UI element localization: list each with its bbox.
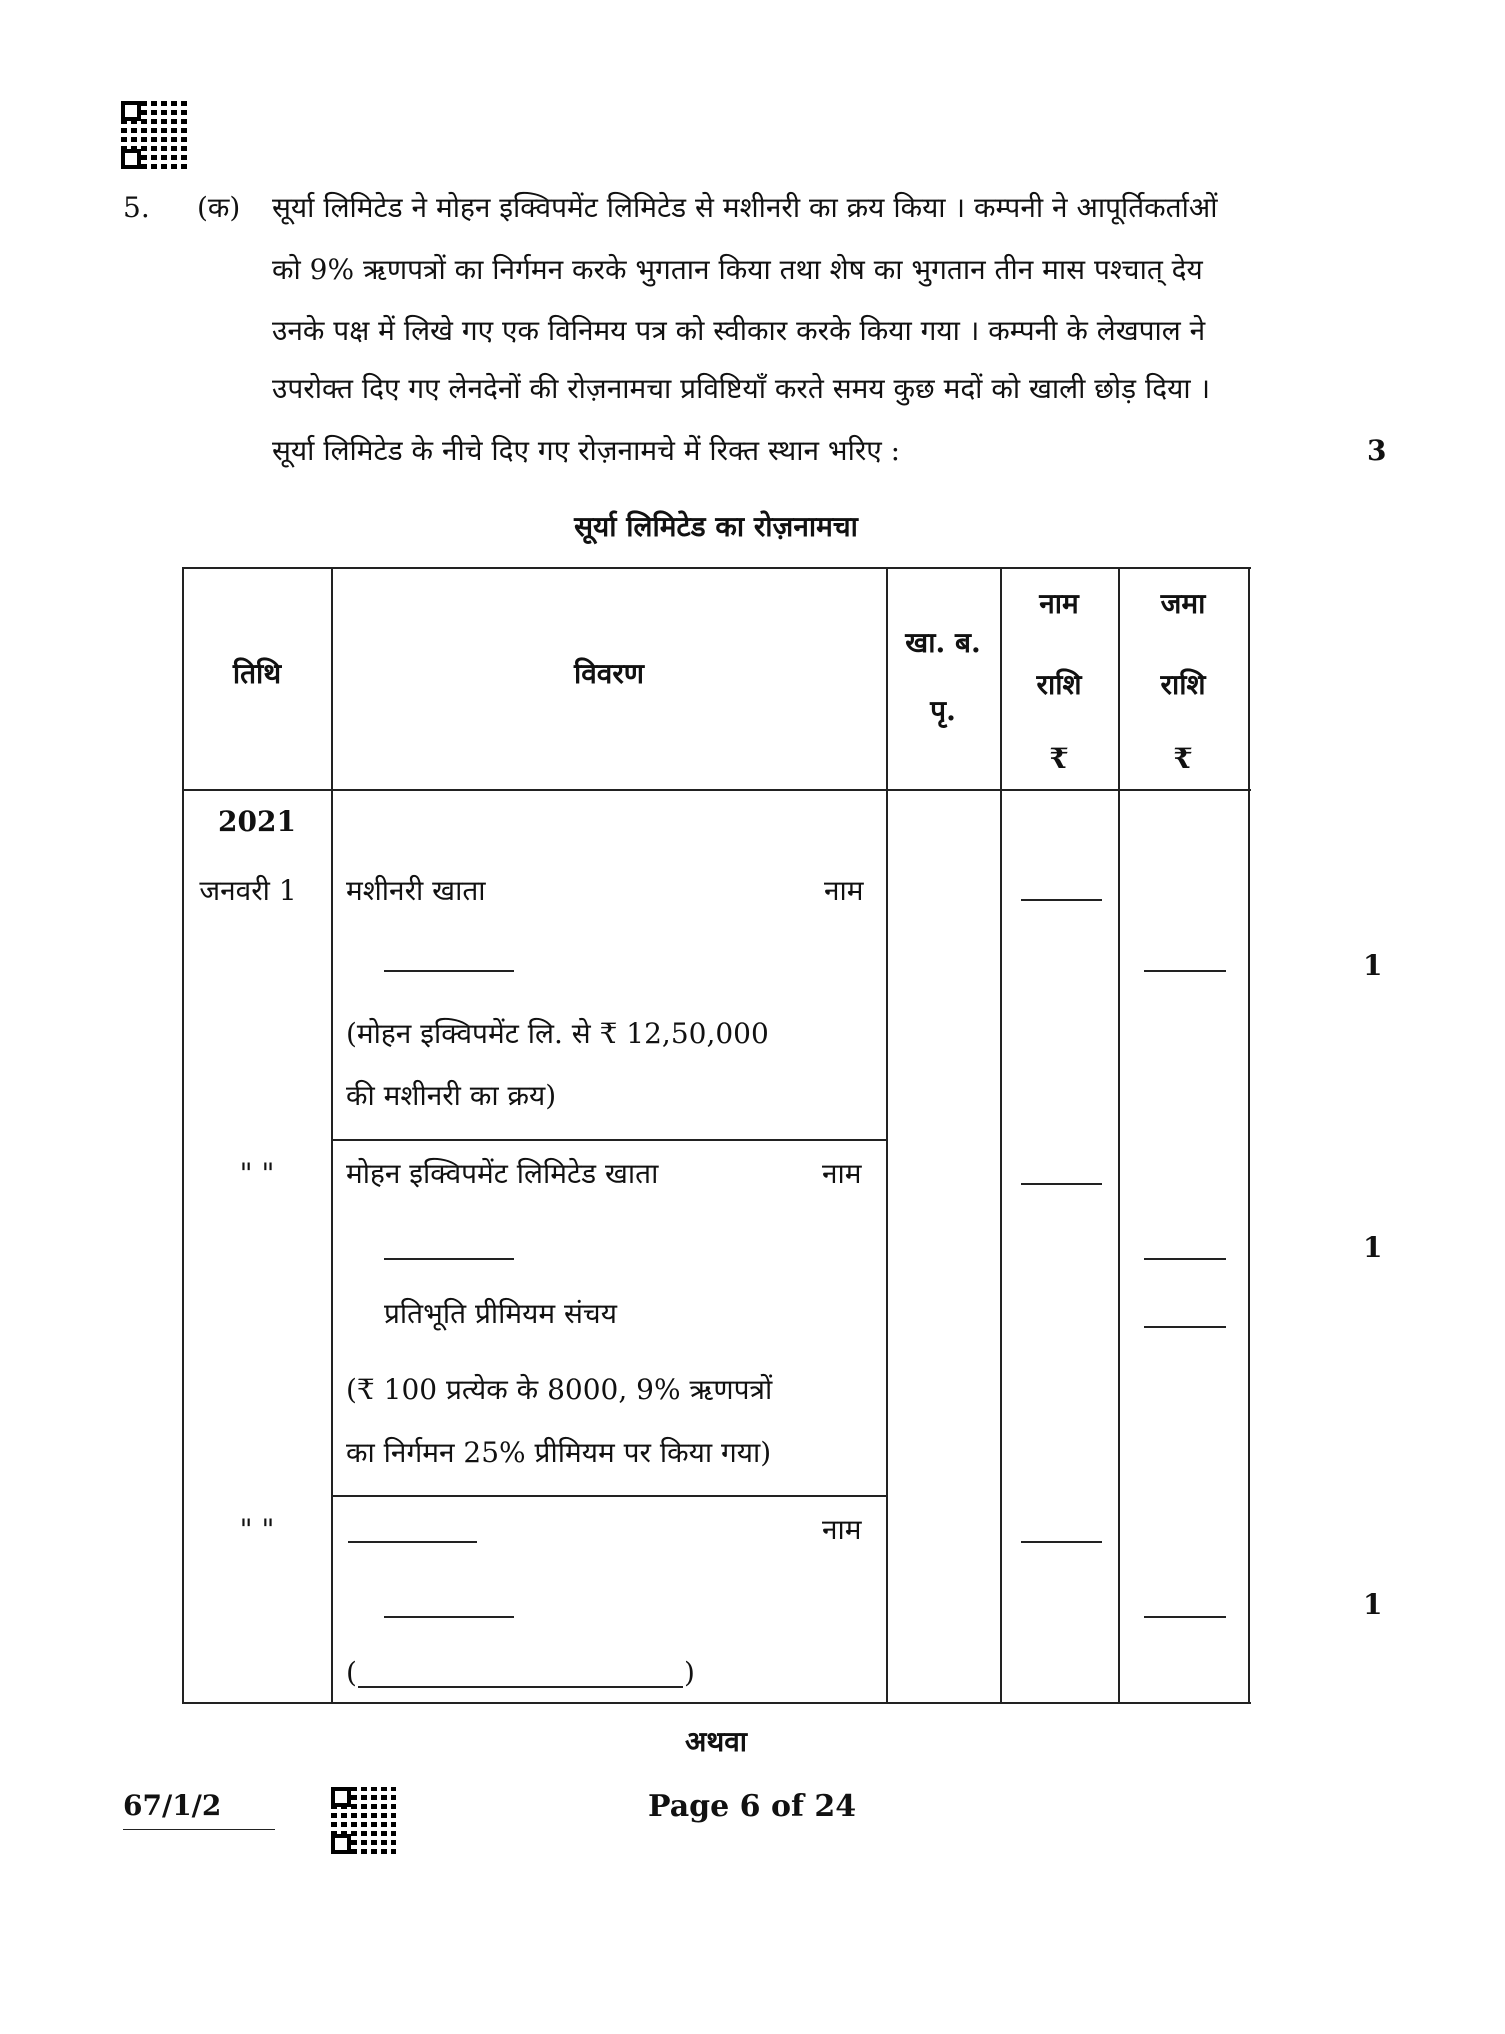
entry-2-dr: नाम	[822, 1157, 862, 1190]
question-line-2: को 9% ऋणपत्रों का निर्गमन करके भुगतान किया तथा शेष का भुगतान तीन मास पश्चात् देय	[272, 253, 1203, 286]
entry-1-narration-2: की मशीनरी का क्रय)	[346, 1079, 557, 1112]
header-particulars: विवरण	[573, 657, 645, 690]
entry-2-premium-amount-blank[interactable]	[1144, 1326, 1226, 1328]
question-part: (क)	[197, 191, 241, 224]
entry-3-debit-account-blank[interactable]	[348, 1541, 477, 1543]
entry-3-debit-amount-blank[interactable]	[1021, 1541, 1102, 1543]
header-debit-2: राशि	[1036, 668, 1082, 701]
entry-3-credit-account-blank[interactable]	[384, 1616, 514, 1618]
entry-2-debit-amount-blank[interactable]	[1021, 1183, 1102, 1185]
question-marks: 3	[1367, 434, 1387, 467]
entry-2-date: " "	[239, 1157, 275, 1190]
entry-3-date: " "	[239, 1513, 275, 1546]
entry-3-narration-close: )	[684, 1656, 695, 1689]
entry-2-credit-account-2: प्रतिभूति प्रीमियम संचय	[384, 1297, 617, 1330]
header-debit-rupee: ₹	[1049, 742, 1069, 775]
entry-2-credit-amount-blank[interactable]	[1144, 1258, 1226, 1260]
entry-2-credit-account-blank[interactable]	[384, 1258, 514, 1260]
journal-title: सूर्या लिमिटेड का रोज़नामचा	[574, 510, 858, 543]
header-lf: खा. ब.	[905, 626, 981, 659]
entry-1-credit-amount-blank[interactable]	[1144, 970, 1226, 972]
entry-1-debit-amount-blank[interactable]	[1021, 899, 1102, 901]
paper-code: 67/1/2	[123, 1789, 222, 1822]
entry-2-marks: 1	[1363, 1231, 1383, 1264]
qr-code-bottom	[331, 1787, 396, 1854]
entry-1-narration-1: (मोहन इक्विपमेंट लि. से ₹ 12,50,000	[346, 1017, 769, 1050]
entry-3-narration-open: (	[346, 1656, 357, 1689]
entry-3-dr: नाम	[822, 1513, 862, 1546]
header-lf-2: पृ.	[930, 694, 956, 727]
or-text: अथवा	[684, 1725, 748, 1758]
header-credit-2: राशि	[1160, 668, 1206, 701]
entry-3-narration-blank[interactable]	[358, 1686, 683, 1688]
question-line-4: उपरोक्त दिए गए लेनदेनों की रोज़नामचा प्रविष्टियाँ करते समय कुछ मदों को खाली छोड़ दिया ।	[272, 372, 1211, 405]
question-number: 5.	[123, 191, 150, 224]
entry-2-debit-account: मोहन इक्विपमेंट लिमिटेड खाता	[346, 1157, 659, 1190]
header-credit: जमा	[1160, 587, 1206, 620]
paper-code-underline	[123, 1829, 275, 1830]
question-line-5: सूर्या लिमिटेड के नीचे दिए गए रोज़नामचे में रिक्त स्थान भरिए :	[272, 434, 901, 467]
entry-1-debit-account: मशीनरी खाता	[346, 874, 486, 907]
year: 2021	[218, 805, 296, 838]
header-credit-rupee: ₹	[1173, 742, 1193, 775]
header-date: तिथि	[232, 657, 282, 690]
qr-code-top	[121, 101, 189, 169]
entry-1-credit-account-blank[interactable]	[384, 970, 514, 972]
entry-2-narration-1: (₹ 100 प्रत्येक के 8000, 9% ऋणपत्रों	[346, 1373, 773, 1406]
entry-2-narration-2: का निर्गमन 25% प्रीमियम पर किया गया)	[346, 1436, 772, 1469]
entry-1-dr: नाम	[824, 874, 864, 907]
entry-3-credit-amount-blank[interactable]	[1144, 1616, 1226, 1618]
question-line-3: उनके पक्ष में लिखे गए एक विनिमय पत्र को स्वीकार करके किया गया । कम्पनी के लेखपाल ने	[272, 314, 1206, 347]
page-number: Page 6 of 24	[647, 1789, 857, 1824]
question-line-1: सूर्या लिमिटेड ने मोहन इक्विपमेंट लिमिटेड से मशीनरी का क्रय किया । कम्पनी ने आपूर्तिकर्ताओं	[272, 191, 1218, 224]
entry-3-marks: 1	[1363, 1588, 1383, 1621]
entry-1-date: जनवरी 1	[199, 874, 297, 907]
header-debit: नाम	[1039, 587, 1079, 620]
entry-1-marks: 1	[1363, 949, 1383, 982]
